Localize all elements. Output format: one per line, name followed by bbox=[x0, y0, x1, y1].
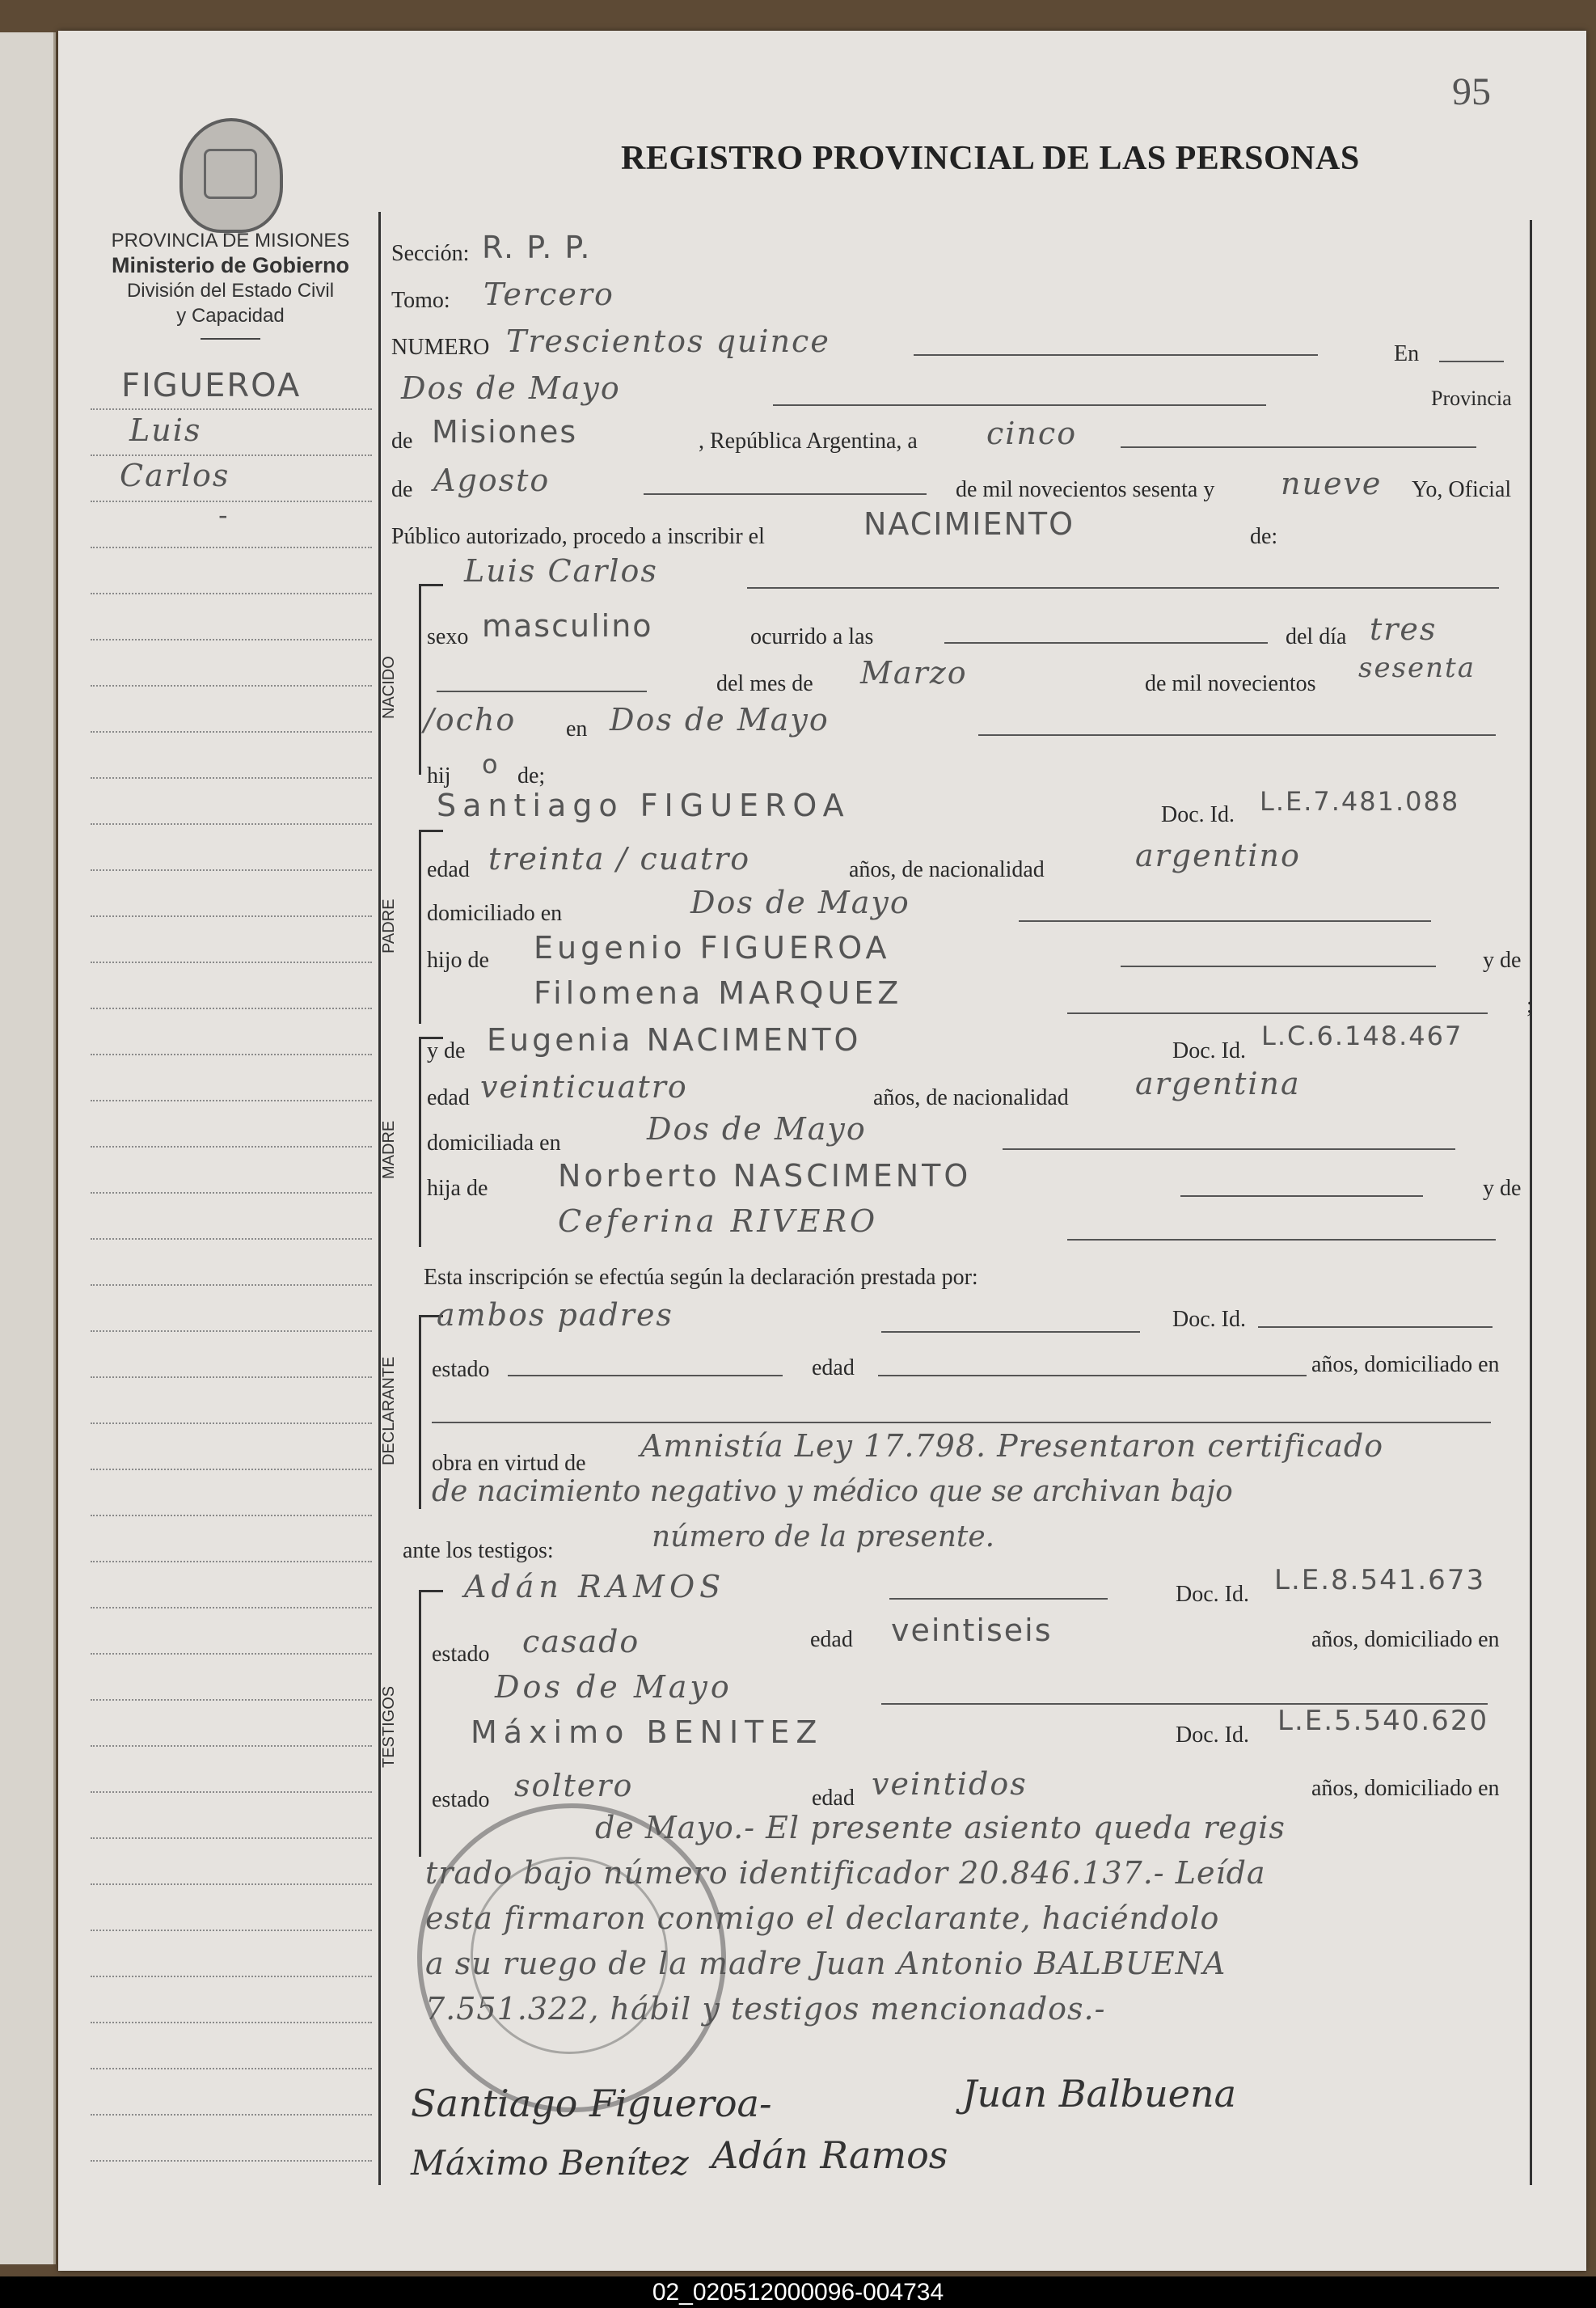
madre-doc-label: Doc. Id. bbox=[1172, 1038, 1246, 1063]
org-divider bbox=[201, 338, 260, 340]
section-divider bbox=[419, 830, 443, 832]
declarante-edad-label: edad bbox=[812, 1355, 855, 1380]
previous-page-edge bbox=[0, 32, 56, 2264]
org-province: PROVINCIA DE MISIONES bbox=[111, 230, 350, 252]
testigo1-doc-value: L.E.8.541.673 bbox=[1274, 1564, 1486, 1596]
republica-label: , República Argentina, a bbox=[699, 429, 918, 454]
madre-nacionalidad-value: argentina bbox=[1135, 1066, 1301, 1101]
blank-line bbox=[1019, 920, 1431, 922]
org-capacity: y Capacidad bbox=[176, 305, 285, 327]
madre-yde-label: y de bbox=[427, 1038, 466, 1063]
numero-value: Trescientos quince bbox=[506, 323, 830, 359]
blank-line bbox=[773, 404, 1266, 406]
obra-line-1: Amnistía Ley 17.798. Presentaron certificado bbox=[640, 1428, 1384, 1464]
blank-line bbox=[1121, 966, 1436, 967]
testigo1-estado-value: casado bbox=[522, 1624, 640, 1659]
margin-middle-name: Carlos bbox=[120, 458, 230, 493]
madre-doc-value: L.C.6.148.467 bbox=[1261, 1021, 1463, 1051]
en-label: En bbox=[1394, 341, 1420, 366]
declarante-bracket bbox=[419, 1315, 421, 1509]
section-divider bbox=[419, 1590, 443, 1592]
document-title: REGISTRO PROVINCIAL DE LAS PERSONAS bbox=[621, 140, 1360, 177]
obra-line-2: de nacimiento negativo y médico que se archivan bajo bbox=[432, 1475, 1233, 1508]
testigo2-doc-label: Doc. Id. bbox=[1176, 1723, 1249, 1748]
madre-hija-label: hija de bbox=[427, 1176, 488, 1201]
mil-nacido-label: de mil novecientos bbox=[1145, 671, 1316, 696]
margin-first-name: Luis bbox=[129, 412, 202, 448]
blank-line bbox=[1121, 446, 1476, 448]
madre-dom-value: Dos de Mayo bbox=[647, 1111, 867, 1147]
madre-mother-value: Ceferina RIVERO bbox=[558, 1203, 879, 1239]
tomo-value: Tercero bbox=[483, 277, 614, 312]
padre-nacionalidad-value: argentino bbox=[1135, 838, 1301, 873]
hij-value: o bbox=[482, 749, 500, 780]
child-name: Luis Carlos bbox=[464, 553, 658, 589]
nacido-bracket bbox=[419, 584, 421, 775]
nacido-label: NACIDO bbox=[380, 656, 398, 719]
yo-oficial-label: Yo, Oficial bbox=[1412, 477, 1512, 502]
notes-line-2: trado bajo número identificador 20.846.137.- Leída bbox=[425, 1855, 1266, 1891]
notes-line-1: de Mayo.- El presente asiento queda regis bbox=[595, 1810, 1286, 1845]
lugar-value: Dos de Mayo bbox=[610, 702, 830, 738]
mother-name: Eugenia NACIMENTO bbox=[487, 1022, 862, 1058]
province-value: Misiones bbox=[432, 414, 578, 450]
blank-line bbox=[978, 734, 1496, 736]
numero-label: NUMERO bbox=[391, 335, 490, 360]
blank-line bbox=[1067, 1239, 1496, 1241]
margin-mark: - bbox=[218, 500, 230, 531]
blank-line bbox=[1258, 1326, 1493, 1328]
del-dia-label: del día bbox=[1286, 624, 1347, 649]
declarante-intro: Esta inscripción se efectúa según la declaración prestada por: bbox=[424, 1265, 978, 1290]
obra-label: obra en virtud de bbox=[432, 1451, 586, 1476]
padre-doc-label: Doc. Id. bbox=[1161, 802, 1235, 827]
mes-value: Marzo bbox=[860, 655, 968, 691]
testigo1-edad-value: veintiseis bbox=[891, 1613, 1053, 1648]
blank-line bbox=[1439, 361, 1504, 362]
testigo2-estado-label: estado bbox=[432, 1787, 490, 1812]
padre-bracket bbox=[419, 830, 421, 1024]
blank-line bbox=[1003, 1148, 1455, 1150]
testigo2-edad-value: veintidos bbox=[872, 1766, 1028, 1802]
blank-line bbox=[644, 493, 927, 495]
blank-line bbox=[747, 587, 1499, 589]
de3-label: de: bbox=[1250, 524, 1278, 549]
testigo1-doc-label: Doc. Id. bbox=[1176, 1582, 1249, 1607]
madre-father-value: Norberto NASCIMENTO bbox=[558, 1158, 972, 1194]
margin-surname: FIGUEROA bbox=[121, 367, 302, 404]
madre-yde2-label: y de bbox=[1483, 1176, 1522, 1201]
testigo2-doc-value: L.E.5.540.620 bbox=[1277, 1705, 1489, 1737]
blank-line bbox=[1180, 1195, 1423, 1197]
org-division: División del Estado Civil bbox=[126, 280, 335, 302]
place-value: Dos de Mayo bbox=[401, 370, 621, 406]
dia-value: tres bbox=[1370, 611, 1438, 647]
padre-anos-label: años, de nacionalidad bbox=[849, 857, 1045, 882]
blank-line bbox=[944, 642, 1268, 644]
padre-edad-label: edad bbox=[427, 857, 470, 882]
signature-witness-maximo: Máximo Benítez bbox=[411, 2143, 689, 2183]
blank-line bbox=[889, 1598, 1108, 1600]
padre-hijo-label: hijo de bbox=[427, 948, 489, 973]
padre-doc-value: L.E.7.481.088 bbox=[1260, 786, 1460, 817]
org-ministry: Ministerio de Gobierno bbox=[111, 253, 350, 277]
declarante-label: DECLARANTE bbox=[380, 1356, 398, 1466]
testigo2-edad-label: edad bbox=[812, 1786, 855, 1811]
publico-label: Público autorizado, procedo a inscribir el bbox=[391, 524, 765, 549]
ocurrido-label: ocurrido a las bbox=[750, 624, 874, 649]
seccion-value: R. P. P. bbox=[482, 230, 592, 265]
issuing-office bbox=[81, 228, 380, 340]
notes-line-5: 7.551.322, hábil y testigos mencionados.- bbox=[425, 1991, 1106, 2027]
declarante-name: ambos padres bbox=[437, 1297, 673, 1333]
image-id-footer: 02_020512000096-004734 bbox=[0, 2276, 1596, 2308]
madre-edad-value: veinticuatro bbox=[480, 1069, 688, 1105]
notes-line-3: esta firmaron conmigo el declarante, haciéndolo bbox=[425, 1900, 1220, 1936]
padre-mother-value: Filomena MARQUEZ bbox=[534, 975, 903, 1011]
padre-edad-value: treinta / cuatro bbox=[488, 841, 751, 877]
padre-semicolon: ; bbox=[1526, 993, 1533, 1018]
blank-line bbox=[437, 691, 647, 692]
blank-line bbox=[432, 1422, 1491, 1423]
de2-label: de bbox=[391, 477, 413, 502]
madre-label: MADRE bbox=[380, 1120, 398, 1180]
signature-witness-adan: Adán Ramos bbox=[711, 2133, 948, 2177]
madre-anos-label: años, de nacionalidad bbox=[873, 1085, 1069, 1110]
left-frame-line bbox=[378, 212, 381, 2185]
sexo-value: masculino bbox=[482, 608, 653, 644]
month-value: Agosto bbox=[433, 463, 551, 498]
hij-de-label: de; bbox=[517, 763, 546, 788]
blank-line bbox=[878, 1375, 1307, 1376]
declarante-anos-label: años, domiciliado en bbox=[1311, 1352, 1500, 1377]
de-label: de bbox=[391, 429, 413, 454]
testigos-bracket bbox=[419, 1590, 421, 1857]
testigo2-estado-value: soltero bbox=[514, 1768, 634, 1803]
testigo1-dom-value: Dos de Mayo bbox=[495, 1669, 733, 1705]
padre-dom-label: domiciliado en bbox=[427, 901, 563, 926]
madre-edad-label: edad bbox=[427, 1085, 470, 1110]
padre-yde-label: y de bbox=[1483, 948, 1522, 973]
testigo1-edad-label: edad bbox=[810, 1627, 853, 1652]
provincial-crest-icon bbox=[179, 118, 283, 233]
ante-testigos-label: ante los testigos: bbox=[403, 1538, 554, 1563]
obra-line-3: número de la presente. bbox=[652, 1520, 995, 1553]
signature-father: Santiago Figueroa- bbox=[411, 2082, 772, 2125]
hij-label: hij bbox=[427, 763, 451, 788]
sexo-label: sexo bbox=[427, 624, 469, 649]
father-name: Santiago FIGUEROA bbox=[437, 788, 851, 823]
testigos-label: TESTIGOS bbox=[380, 1685, 398, 1768]
declarante-doc-label: Doc. Id. bbox=[1172, 1307, 1246, 1332]
del-mes-label: del mes de bbox=[716, 671, 813, 696]
right-frame-line bbox=[1530, 220, 1532, 2185]
blank-line bbox=[914, 354, 1318, 356]
madre-dom-label: domiciliada en bbox=[427, 1131, 561, 1156]
day-value: cinco bbox=[986, 416, 1078, 451]
section-divider bbox=[419, 584, 443, 586]
tomo-label: Tomo: bbox=[391, 288, 450, 313]
anio-value-1: sesenta bbox=[1358, 652, 1476, 684]
padre-dom-value: Dos de Mayo bbox=[690, 885, 910, 920]
padre-father-value: Eugenio FIGUEROA bbox=[534, 930, 891, 966]
blank-line bbox=[1067, 1012, 1488, 1014]
acto-value: NACIMIENTO bbox=[863, 506, 1075, 542]
testigo2-name: Máximo BENITEZ bbox=[471, 1714, 824, 1750]
mil-label: de mil novecientos sesenta y bbox=[956, 477, 1215, 502]
signature-juan-balbuena: Juan Balbuena bbox=[962, 2072, 1237, 2116]
seccion-label: Sección: bbox=[391, 241, 470, 266]
year-value: nueve bbox=[1281, 466, 1383, 501]
testigo1-name: Adán RAMOS bbox=[464, 1569, 726, 1604]
en-nacido-label: en bbox=[566, 716, 588, 742]
page-number: 95 bbox=[1452, 70, 1491, 113]
blank-line bbox=[508, 1375, 783, 1376]
testigo1-anos-label: años, domiciliado en bbox=[1311, 1627, 1500, 1652]
blank-line bbox=[881, 1331, 1140, 1333]
anio-value-2: /ocho bbox=[424, 702, 517, 738]
testigo2-anos-label: años, domiciliado en bbox=[1311, 1776, 1500, 1801]
padre-label: PADRE bbox=[380, 898, 398, 953]
testigo1-estado-label: estado bbox=[432, 1642, 490, 1667]
declarante-estado-label: estado bbox=[432, 1357, 490, 1382]
notes-line-4: a su ruego de la madre Juan Antonio BALBUENA bbox=[425, 1946, 1227, 1981]
madre-bracket bbox=[419, 1037, 421, 1247]
provincia-label: Provincia bbox=[1431, 387, 1512, 410]
